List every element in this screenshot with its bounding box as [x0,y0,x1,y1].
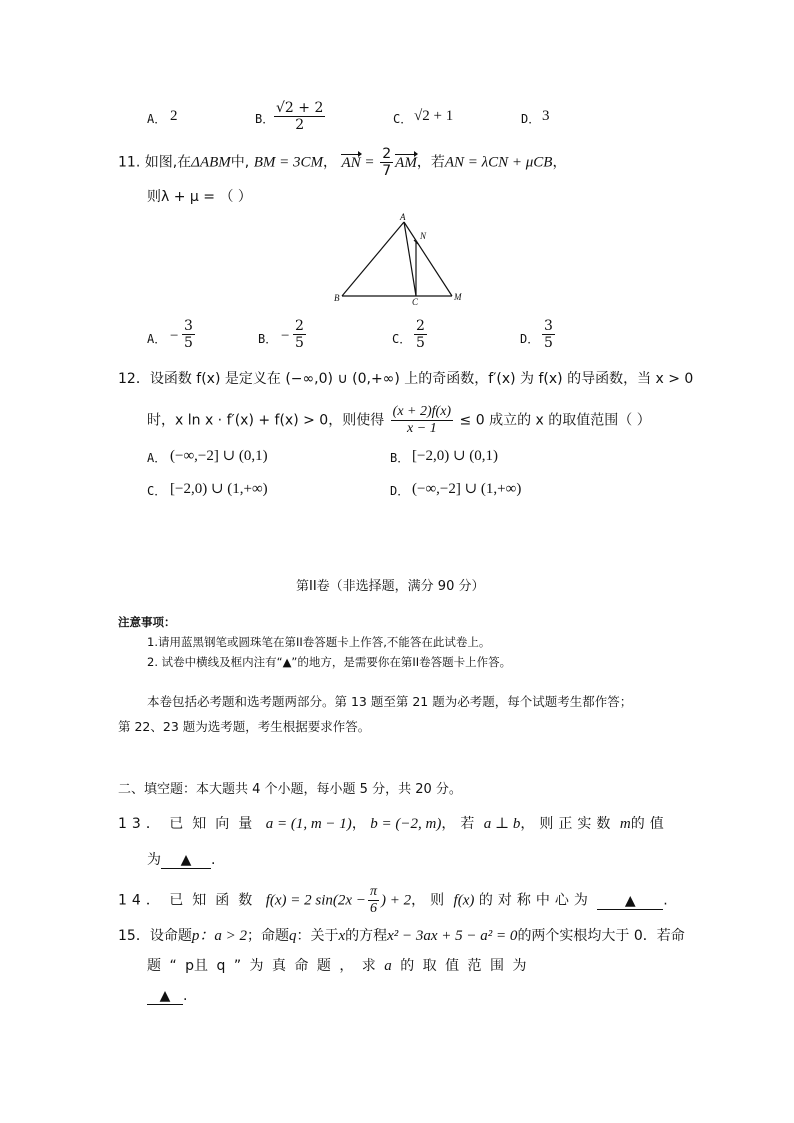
q15-line1c: ：关于 [296,928,339,944]
q11-cond1: BM = 3CM [253,154,323,171]
q15-line2b: 的 取 值 范 围 为 [400,958,527,974]
q13-line1: 13． 已知向量 a = (1, m − 1)， b = (−2, m)，若 a ⊥ b，则正实数 m的值 [118,816,669,832]
q11-option-a-label: A． [147,332,167,346]
q11-option-a-frac [182,318,195,351]
q15-answer-blank[interactable]: ▲ [147,988,183,1005]
q13-vec-b: b = (−2, m) [370,816,442,832]
q15-line3 [147,988,187,1005]
q12-line2b: ≤ 0 成立的 x 的取值范围（ ） [459,412,651,429]
label-b: B [334,293,340,303]
label-m: M [454,292,462,302]
q11-option-a-sign: − [170,328,179,344]
q11-option-b-frac [293,318,306,351]
q11-option-c-den: 5 [416,335,425,351]
q14-text: 已知函数 [169,892,262,909]
q13-text4: 的值 [630,816,669,832]
q14-func-left: f(x) = 2 sin(2x − [265,892,366,909]
q11-option-c-frac [414,318,427,351]
q15-x: x [338,928,346,944]
q13-end: . [211,852,216,868]
q12-option-d-label: D． [390,484,410,498]
q14-answer-blank[interactable]: ▲ [597,893,663,910]
q11-frac-den: 7 [382,163,392,179]
q14-text2: ，则 [411,892,450,909]
q11-rhs: AN = λCN + μCB [444,154,553,171]
q13-number: 13． [118,816,165,832]
q13-vec-a: a = (1, m − 1) [265,816,352,832]
q11-option-d-num: 3 [544,318,553,334]
q10-option-a-label: A． [147,112,167,126]
q11-option-c-num: 2 [416,318,425,334]
q12-frac-den: x − 1 [407,421,437,436]
q12-frac [391,404,453,437]
q12-line1 [118,368,693,388]
q11-eq: = [360,154,379,171]
q12-line1-text: 设函数 f(x) 是定义在 (−∞,0) ∪ (0,+∞) 上的奇函数，f′(x) 为 f(x) 的导函数，当 x > 0 [149,371,694,387]
q11-frac [380,146,393,179]
q11-option-d-den: 5 [544,335,553,351]
q11-triangle: ΔABM [191,154,231,171]
q15-line2-text: 题 “ p且 q ” 为 真 命 题 ， 求 [147,958,376,974]
part-2-para-1: 本卷包括必考题和选考题两部分。第 13 题至第 21 题为必考题，每个试题考生都作答； [147,694,633,709]
q11-vec-am: AM [395,154,417,171]
label-c: C [412,297,419,307]
q12-option-b-label: B． [390,451,410,465]
q10-option-b-num: √2 + 2 [276,100,324,116]
q14-fx: f(x) [453,892,475,909]
q14-frac-num: π [369,884,377,899]
q11-option-a-num: 3 [184,318,193,334]
q11-text3: ，若 [416,154,445,171]
q12-number: 12． [118,371,150,387]
q12-option-d: (−∞,−2] ∪ (1,+∞) [412,481,522,497]
q11-vec-an: AN [341,154,361,171]
q11-option-b-num: 2 [295,318,304,334]
q11-option-c-label: C． [392,332,412,346]
note-1: 1.请用蓝黑钢笔或圆珠笔在第II卷答题卡上作答,不能答在此试卷上。 [147,635,491,649]
q11-option-a-den: 5 [184,335,193,351]
q11-text1: 如图,在 [144,154,192,171]
q10-option-b-label: B． [255,112,275,126]
notes-heading: 注意事项： [118,615,176,629]
q15-line1e: 的两个实根均大于 0．若命 [517,928,685,944]
q11-option-d-label: D． [520,332,540,346]
q14-func-right: ) + 2 [380,892,412,909]
q10-option-c: √2 + 1 [414,108,454,124]
q11-option-d-frac [542,318,555,351]
edge-ba [342,222,404,296]
q14-number: 14． [118,892,165,909]
q13-perp: a ⊥ b [483,816,521,832]
q10-option-d: 3 [542,108,550,124]
q12-line2 [147,404,651,437]
label-n: N [420,231,427,241]
q13-answer-blank[interactable]: ▲ [161,852,211,869]
q12-option-c: [−2,0) ∪ (1,+∞) [170,481,268,497]
q15-number: 15． [118,928,150,944]
q15-a: a [384,958,392,974]
q15-line1a: 设命题 [149,928,192,944]
q14-text3: 的对称中心为 [478,892,593,909]
q11-text2: 中, [230,154,250,171]
q13-text: 已知向量 [169,816,262,832]
q11-line2: 则λ + μ = （ ） [147,189,252,205]
q13-var: m [619,816,631,832]
q13-text2: ，若 [441,816,480,832]
q15-p: p：a > 2 [191,928,247,944]
q10-option-b-den: 2 [295,117,305,133]
q12-line2a: 时，x ln x · f′(x) + f(x) > 0，则使得 [147,412,385,429]
q10-option-b-frac [274,100,325,133]
q12-option-a: (−∞,−2] ∪ (0,1) [170,448,268,464]
section-2-heading: 二、填空题：本大题共 4 个小题，每小题 5 分，共 20 分。 [118,782,462,797]
q15-eqn: x² − 3ax + 5 − a² = 0 [387,928,518,944]
q11-frac-num: 2 [382,146,392,162]
q13-text3: ，则正实数 [520,816,616,832]
q11-sep: ， [322,154,337,171]
q11-option-b-label: B． [258,332,278,346]
part-2-title: 第II卷（非选择题，满分 90 分） [296,579,485,594]
q11-figure [330,212,470,307]
q11-line1: 11. 如图,在ΔABM中, BM = 3CM， AN = $\frac{2}{7}$ AM，若AN = λCN + μCB， [118,146,567,179]
part-2-para-2: 第 22、23 题为选考题，考生根据要求作答。 [118,719,371,734]
q12-option-a-label: A． [147,451,167,465]
q11-number: 11. [118,154,141,171]
q12-frac-num: (x + 2)f(x) [392,404,452,419]
q13-line2-text: 为 [147,852,161,868]
q14-end: . [663,892,668,909]
q15-line1b: ；命题 [246,928,289,944]
q10-option-d-label: D． [521,112,541,126]
q12-option-b: [−2,0) ∪ (0,1) [412,448,499,464]
q14-frac [368,884,379,917]
q13-line2 [147,849,215,869]
q11-option-b-sign: − [281,328,290,344]
q14-line1 [118,884,668,917]
q15-q: q [288,928,297,944]
q10-option-a: 2 [170,108,178,124]
q15-line1 [118,924,685,945]
q11-option-b-den: 5 [295,335,304,351]
q15-end: . [183,988,188,1004]
q10-option-c-label: C． [393,112,413,126]
q15-line1d: 的方程 [345,928,388,944]
edge-ac [404,222,416,296]
edge-am [404,222,452,296]
q12-option-c-label: C． [147,484,167,498]
label-a: A [400,212,406,222]
q14-frac-den: 6 [369,901,377,916]
q15-line2 [147,955,526,975]
note-2: 2. 试卷中横线及框内注有“▲”的地方，是需要你在第II卷答题卡上作答。 [147,655,512,669]
